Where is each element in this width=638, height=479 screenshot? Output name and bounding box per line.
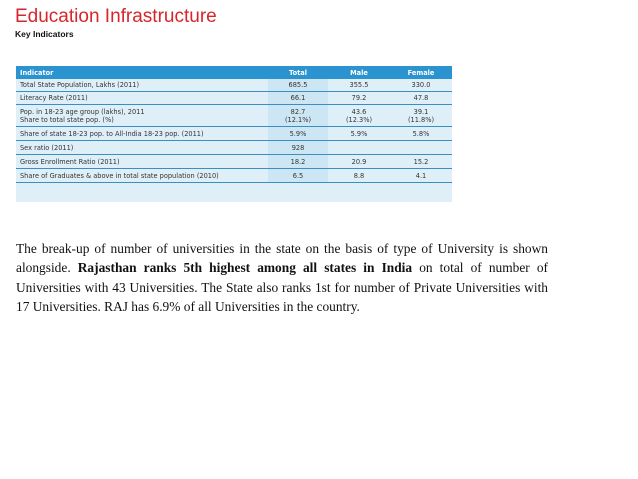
table-row [16, 105, 452, 127]
indicator-line-2: Share to total state pop. (%) [20, 115, 114, 124]
table-row [16, 155, 452, 169]
female-cell: 4.1 [390, 169, 452, 183]
total-cell: 685.5 [268, 79, 328, 92]
female-share: (11.8%) [407, 115, 435, 124]
male-cell: 79.2 [328, 92, 390, 105]
page-subtitle: Key Indicators [15, 29, 74, 39]
male-cell: 355.5 [328, 79, 390, 92]
total-cell [268, 105, 328, 127]
paragraph-text-1: The break-up of number of universities in the state on the basis of type of University is shown alongside. [16, 241, 548, 276]
total-cell: 66.1 [268, 92, 328, 105]
indicator-cell [16, 105, 268, 127]
table-row [16, 141, 452, 155]
female-cell: 47.8 [390, 92, 452, 105]
total-cell: 5.9% [268, 127, 328, 141]
table-row [16, 169, 452, 183]
total-share: (12.1%) [284, 115, 312, 124]
indicator-cell: Sex ratio (2011) [16, 141, 268, 155]
indicator-cell: Gross Enrollment Ratio (2011) [16, 155, 268, 169]
female-cell: 330.0 [390, 79, 452, 92]
female-value: 39.1 [413, 107, 429, 116]
female-cell: 5.8% [390, 127, 452, 141]
total-cell: 6.5 [268, 169, 328, 183]
key-indicators-table [16, 66, 452, 202]
indicator-cell: Share of state 18-23 pop. to All-India 18-23 pop. (2011) [16, 127, 268, 141]
total-cell: 928 [268, 141, 328, 155]
female-cell [390, 141, 452, 155]
male-cell [328, 105, 390, 127]
male-cell [328, 141, 390, 155]
male-cell: 8.8 [328, 169, 390, 183]
paragraph-bold-text: Rajasthan ranks 5th highest among all states in India [77, 260, 413, 276]
total-value: 82.7 [290, 107, 306, 116]
universities-paragraph [16, 239, 548, 317]
indicator-cell: Literacy Rate (2011) [16, 92, 268, 105]
table-row [16, 92, 452, 105]
column-header-female: Female [390, 66, 452, 79]
male-cell: 20.9 [328, 155, 390, 169]
indicator-line-1: Pop. in 18-23 age group (lakhs), 2011 [20, 107, 145, 116]
table-row [16, 79, 452, 92]
indicator-cell: Total State Population, Lakhs (2011) [16, 79, 268, 92]
female-cell [390, 105, 452, 127]
column-header-indicator: Indicator [16, 66, 268, 79]
paragraph-text-2: on total of number of Universities with 43 Universities. The State also ranks 1st for number of Private Universities with 17 Universities. RAJ has 6.9% of all Universities in the country. [16, 260, 548, 315]
table-row [16, 127, 452, 141]
column-header-total: Total [268, 66, 328, 79]
male-share: (12.3%) [345, 115, 373, 124]
page-title: Education Infrastructure [15, 6, 217, 27]
male-value: 43.6 [351, 107, 367, 116]
indicator-cell: Share of Graduates & above in total state population (2010) [16, 169, 268, 183]
male-cell: 5.9% [328, 127, 390, 141]
column-header-male: Male [328, 66, 390, 79]
total-cell: 18.2 [268, 155, 328, 169]
table-header-row [16, 66, 452, 79]
female-cell: 15.2 [390, 155, 452, 169]
